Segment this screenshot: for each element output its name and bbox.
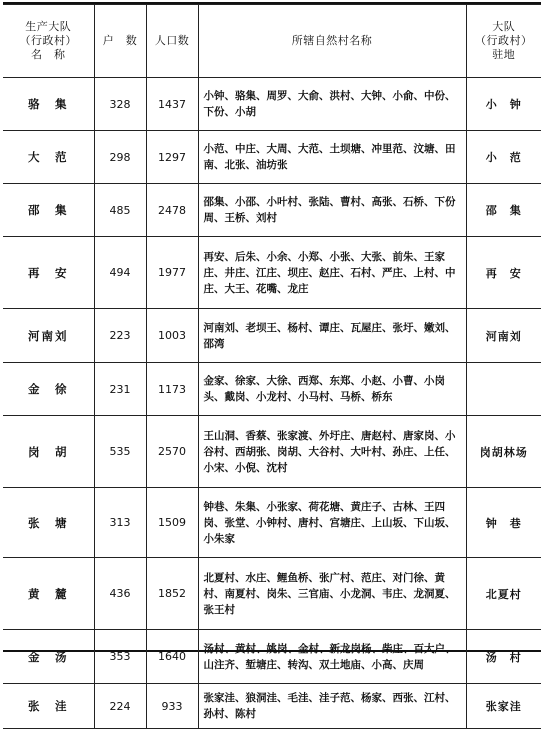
header-name: 生产大队 （行政村） 名 称 <box>3 5 94 78</box>
brigade-name: 骆 集 <box>3 78 94 131</box>
brigade-name: 河南刘 <box>3 309 94 363</box>
households-cell: 494 <box>94 237 146 309</box>
population-cell: 1297 <box>146 131 198 184</box>
table-row <box>3 488 541 558</box>
table-row <box>3 237 541 309</box>
households-cell: 328 <box>94 78 146 131</box>
header-seat: 大队 （行政村） 驻地 <box>466 5 541 78</box>
header-row <box>3 5 541 78</box>
table-row <box>3 184 541 237</box>
villages-cell: 小钟、骆集、周罗、大俞、洪村、大钟、小俞、中份、下份、小胡 <box>198 78 466 131</box>
villages-cell: 河南刘、老坝王、杨村、谭庄、瓦屋庄、张圩、嫩刘、邵湾 <box>198 309 466 363</box>
table-row <box>3 416 541 488</box>
header-villages: 所辖自然村名称 <box>198 5 466 78</box>
seat-cell <box>466 363 541 416</box>
table-row <box>3 78 541 131</box>
village-table-sheet <box>3 2 541 720</box>
brigade-name: 邵 集 <box>3 184 94 237</box>
seat-cell: 河南刘 <box>466 309 541 363</box>
seat-cell: 钟 巷 <box>466 488 541 558</box>
households-cell: 313 <box>94 488 146 558</box>
header-population: 人口数 <box>146 5 198 78</box>
households-cell: 223 <box>94 309 146 363</box>
households-cell: 436 <box>94 558 146 630</box>
population-cell: 1003 <box>146 309 198 363</box>
villages-cell: 邵集、小邵、小叶村、张陆、曹村、高张、石桥、下份周、王桥、刘村 <box>198 184 466 237</box>
households-cell: 298 <box>94 131 146 184</box>
households-cell: 224 <box>94 684 146 729</box>
households-cell: 485 <box>94 184 146 237</box>
table-row <box>3 558 541 630</box>
villages-cell: 小范、中庄、大周、大范、土坝塘、冲里范、汶塘、田南、北张、油坊张 <box>198 131 466 184</box>
population-cell: 1640 <box>146 630 198 684</box>
population-cell: 933 <box>146 684 198 729</box>
brigade-name: 金 徐 <box>3 363 94 416</box>
seat-cell: 张家洼 <box>466 684 541 729</box>
table-row <box>3 630 541 684</box>
villages-cell: 钟巷、朱集、小张家、荷花塘、黄庄子、古林、王四岗、张堂、小钟村、唐村、宫塘庄、上山坂、下山坂、小朱家 <box>198 488 466 558</box>
population-cell: 1852 <box>146 558 198 630</box>
households-cell: 231 <box>94 363 146 416</box>
villages-cell: 金家、徐家、大徐、西郑、东郑、小赵、小曹、小岗头、戴岗、小龙村、小马村、马桥、桥东 <box>198 363 466 416</box>
table-row <box>3 684 541 729</box>
header-households: 户 数 <box>94 5 146 78</box>
seat-cell: 小 范 <box>466 131 541 184</box>
seat-cell: 小 钟 <box>466 78 541 131</box>
table-row <box>3 363 541 416</box>
villages-cell: 王山洞、香蔡、张家渡、外圩庄、唐赵村、唐家岗、小谷村、西胡张、岗胡、大谷村、大叶村、孙庄、上任、小宋、小倪、沈村 <box>198 416 466 488</box>
population-cell: 1977 <box>146 237 198 309</box>
village-table <box>3 4 541 729</box>
brigade-name: 黄 麓 <box>3 558 94 630</box>
brigade-name: 张 塘 <box>3 488 94 558</box>
villages-cell: 北夏村、水庄、鲤鱼桥、张广村、范庄、对门徐、黄村、南夏村、岗朱、三官庙、小龙洞、韦庄、龙洞夏、张王村 <box>198 558 466 630</box>
households-cell: 535 <box>94 416 146 488</box>
population-cell: 1173 <box>146 363 198 416</box>
population-cell: 2570 <box>146 416 198 488</box>
seat-cell: 岗胡林场 <box>466 416 541 488</box>
brigade-name: 岗 胡 <box>3 416 94 488</box>
villages-cell: 再安、后朱、小余、小郑、小张、大张、前朱、王家庄、井庄、江庄、坝庄、赵庄、石村、严庄、上村、中庄、大王、花嘴、龙庄 <box>198 237 466 309</box>
population-cell: 1509 <box>146 488 198 558</box>
brigade-name: 大 范 <box>3 131 94 184</box>
seat-cell: 北夏村 <box>466 558 541 630</box>
seat-cell: 再 安 <box>466 237 541 309</box>
population-cell: 1437 <box>146 78 198 131</box>
brigade-name: 再 安 <box>3 237 94 309</box>
villages-cell: 汤村、黄村、姚岗、金村、新龙岗杨、柴庄、百大户、山注齐、堑塘庄、转沟、双土地庙、小高、庆周 <box>198 630 466 684</box>
population-cell: 2478 <box>146 184 198 237</box>
table-row <box>3 309 541 363</box>
brigade-name: 张 洼 <box>3 684 94 729</box>
households-cell: 353 <box>94 630 146 684</box>
seat-cell: 汤 村 <box>466 630 541 684</box>
seat-cell: 邵 集 <box>466 184 541 237</box>
brigade-name: 金 汤 <box>3 630 94 684</box>
table-row <box>3 131 541 184</box>
villages-cell: 张家洼、狼洞洼、毛洼、洼子范、杨家、西张、江村、孙村、陈村 <box>198 684 466 729</box>
